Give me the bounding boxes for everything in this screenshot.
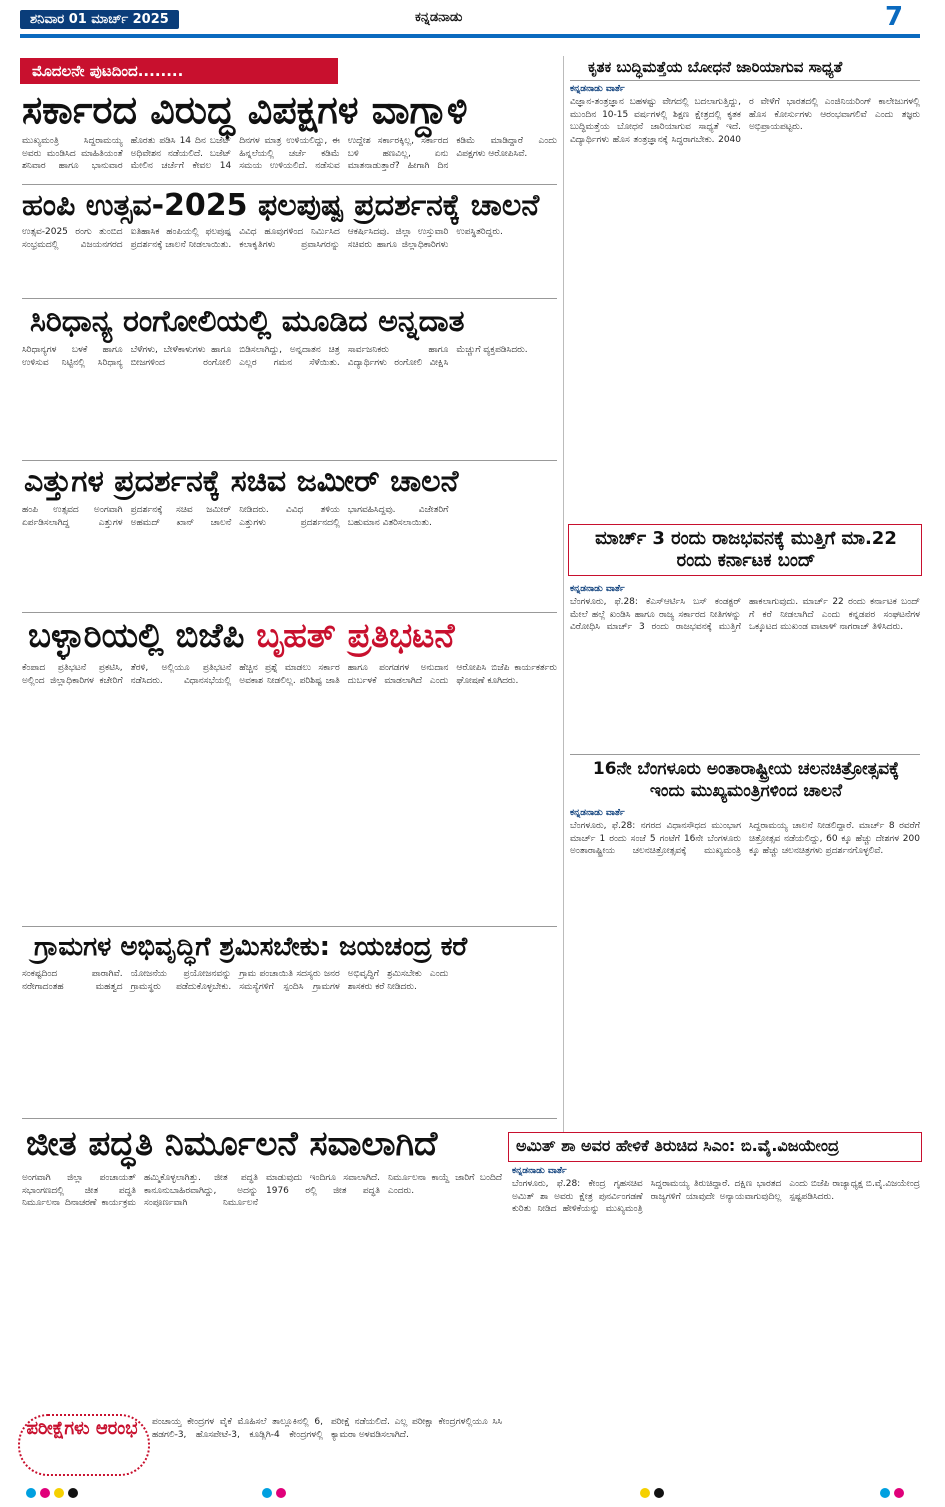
headline-bellary-protest <box>28 616 455 656</box>
exam-badge: ಪರೀಕ್ಷೆಗಳು ಆರಂಭ <box>26 1418 138 1439</box>
registration-mark-black-2 <box>654 1488 664 1498</box>
article-body-bellary-protest: ಕೆಂಪಾದ ಪ್ರತಿಭಟನೆ ಪ್ರಕಟಿಸಿ, ಅಲ್ಲಿಂದ ಜಿಲ್ಲಾಧಿಕಾರಿಗಳ ಕಚೇರಿಗೆ ತೆರಳಿ, ಅಲ್ಲಿಯೂ ಪ್ರತಿಭಟನೆ ನಡೆಸಿದರು. ವಿಧಾನಸಭೆಯಲ್ಲಿ ಹೆಚ್ಚಿನ ಪ್ರಶ್ನೆ ಮಾಡಲು ಸರ್ಕಾರ ಅವಕಾಶ ನೀಡಲಿಲ್ಲ. ಪರಿಶಿಷ್ಟ ಜಾತಿ ಹಾಗೂ ಪಂಗಡಗಳ ಅನುದಾನ ದುರ್ಬಳಕೆ ಮಾಡಲಾಗಿದೆ ಎಂದು ಆರೋಪಿಸಿ ಬಿಜೆಪಿ ಕಾರ್ಯಕರ್ತರು ಘೋಷಣೆ ಕೂಗಿದರು. <box>22 663 557 686</box>
registration-mark-yellow <box>54 1488 64 1498</box>
headline-bellary-protest-black: ಬಳ್ಳಾರಿಯಲ್ಲಿ ಬಿಜೆಪಿ <box>28 616 257 656</box>
masthead <box>0 0 945 36</box>
article-body-village-development: ಸಂಕಷ್ಟದಿಂದ ಪಾರಾಗಿವೆ. ನರೇಗಾದಂತಹ ಮಹತ್ವದ ಯೋಜನೆಯ ಪ್ರಯೋಜನವನ್ನು ಗ್ರಾಮಸ್ಥರು ಪಡೆದುಕೊಳ್ಳಬೇಕು. ಗ್ರಾಮ ಪಂಚಾಯಿತಿ ಸದಸ್ಯರು ಜನರ ಸಮಸ್ಯೆಗಳಿಗೆ ಸ್ಪಂದಿಸಿ ಗ್ರಾಮಗಳ ಅಭಿವೃದ್ಧಿಗೆ ಶ್ರಮಿಸಬೇಕು ಎಂದು ಶಾಸಕರು ಕರೆ ನೀಡಿದರು. <box>22 969 449 992</box>
dateline-amit-shah: ಕನ್ನಡನಾಡು ವಾರ್ತೆ <box>512 1166 567 1176</box>
registration-mark-cyan-3 <box>880 1488 890 1498</box>
article-body-bull-show: ಹಂಪಿ ಉತ್ಸವದ ಅಂಗವಾಗಿ ಏರ್ಪಡಿಸಲಾಗಿದ್ದ ಎತ್ತುಗಳ ಪ್ರದರ್ಶನಕ್ಕೆ ಸಚಿವ ಜಮೀರ್ ಅಹಮದ್ ಖಾನ್ ಚಾಲನೆ ನೀಡಿದರು. ವಿವಿಧ ತಳಿಯ ಎತ್ತುಗಳು ಪ್ರದರ್ಶನದಲ್ಲಿ ಭಾಗವಹಿಸಿದ್ದವು. ವಿಜೇತರಿಗೆ ಬಹುಮಾನ ವಿತರಿಸಲಾಯಿತು. <box>22 505 449 528</box>
dateline-bandh: ಕನ್ನಡನಾಡು ವಾರ್ತೆ <box>570 584 625 594</box>
headline-film-festival: 16ನೇ ಬೆಂಗಳೂರು ಅಂತಾರಾಷ್ಟ್ರೀಯ ಚಲನಚಿತ್ರೋತ್ಸವಕ್ಕೆ ಇಂದು ಮುಖ್ಯಮಂತ್ರಿಗಳಿಂದ ಚಾಲನೆ <box>592 759 900 801</box>
headline-village-development: ಗ್ರಾಮಗಳ ಅಭಿವೃದ್ಧಿಗೆ ಶ್ರಮಿಸಬೇಕು: ಜಯಚಂದ್ರ ಕರೆ <box>34 932 468 962</box>
page-number: 7 <box>885 2 904 32</box>
article-body-bonded-labour: ಅಂಗವಾಗಿ ಜಿಲ್ಲಾ ಪಂಚಾಯತ್ ಸಭಾಂಗಣದಲ್ಲಿ ಜೀತ ಪದ್ಧತಿ ನಿರ್ಮೂಲನಾ ದಿನಾಚರಣೆ ಕಾರ್ಯಕ್ರಮ ಹಮ್ಮಿಕೊಳ್ಳಲಾಗಿತ್ತು. ಜೀತ ಪದ್ಧತಿ ಕಾನೂನುಬಾಹಿರವಾಗಿದ್ದು, ಅದನ್ನು ಸಂಪೂರ್ಣವಾಗಿ ನಿರ್ಮೂಲನೆ ಮಾಡುವುದು ಇಂದಿಗೂ ಸವಾಲಾಗಿದೆ. 1976 ರಲ್ಲಿ ಜೀತ ಪದ್ಧತಿ ನಿರ್ಮೂಲನಾ ಕಾಯ್ದೆ ಜಾರಿಗೆ ಬಂದಿದೆ ಎಂದರು. <box>22 1173 502 1208</box>
headline-bull-show: ಎತ್ತುಗಳ ಪ್ರದರ್ಶನಕ್ಕೆ ಸಚಿವ ಜಮೀರ್ ಚಾಲನೆ <box>24 464 459 499</box>
registration-mark-cyan <box>26 1488 36 1498</box>
issue-date: ಶನಿವಾರ 01 ಮಾರ್ಚ್ 2025 <box>20 10 179 29</box>
registration-mark-cyan-2 <box>262 1488 272 1498</box>
article-body-ai-teaching: ವಿಜ್ಞಾನ-ತಂತ್ರಜ್ಞಾನ ಬಹಳಷ್ಟು ವೇಗದಲ್ಲಿ ಬದಲಾಗುತ್ತಿದ್ದು, ಮುಂದಿನ 10-15 ವರ್ಷಗಳಲ್ಲಿ ಶಿಕ್ಷಣ ಕ್ಷೇತ್ರದಲ್ಲಿ ಕೃತಕ ಬುದ್ಧಿಮತ್ತೆಯ ಬೋಧನೆ ಜಾರಿಯಾಗುವ ಸಾಧ್ಯತೆ ಇದೆ. ವಿದ್ಯಾರ್ಥಿಗಳು ಹೊಸ ತಂತ್ರಜ್ಞಾನಕ್ಕೆ ಸಿದ್ಧರಾಗಬೇಕು. 2040 ರ ವೇಳೆಗೆ ಭಾರತದಲ್ಲಿ ಎಂಜಿನಿಯರಿಂಗ್ ಕಾಲೇಜುಗಳಲ್ಲಿ ಹೊಸ ಕೋರ್ಸುಗಳು ಆರಂಭವಾಗಲಿವೆ ಎಂದು ತಜ್ಞರು ಅಭಿಪ್ರಾಯಪಟ್ಟರು. <box>570 97 920 145</box>
headline-ai-teaching: ಕೃತಕ ಬುದ್ಧಿಮತ್ತೆಯ ಬೋಧನೆ ಜಾರಿಯಾಗುವ ಸಾಧ್ಯತೆ <box>588 58 843 76</box>
headline-hampi-utsav: ಹಂಪಿ ಉತ್ಸವ-2025 ಫಲಪುಷ್ಪ ಪ್ರದರ್ಶನಕ್ಕೆ ಚಾಲನೆ <box>22 188 540 223</box>
section-kicker: ಮೊದಲನೇ ಪುಟದಿಂದ........ <box>20 58 338 84</box>
headline-millet-rangoli: ಸಿರಿಧಾನ್ಯ ರಂಗೋಲಿಯಲ್ಲಿ ಮೂಡಿದ ಅನ್ನದಾತ <box>30 304 465 339</box>
registration-mark-magenta-3 <box>894 1488 904 1498</box>
registration-mark-black <box>68 1488 78 1498</box>
exam-notice-body: ಪಂಚಾಯ್ತ ಕೇಂದ್ರಗಳ ವೈಕೆ ಮೊಹಿಸಲೆ ತಾಲ್ಲೂಕಿನಲ್ಲಿ 6, ಹಡಗಲಿ-3, ಹೊಸಪೇಟೆ-3, ಕೂಡ್ಲಿಗಿ-4 ಕೇಂದ್ರಗಳಲ್ಲಿ ಪರೀಕ್ಷೆ ನಡೆಯಲಿದೆ. ಎಲ್ಲ ಪರೀಕ್ಷಾ ಕೇಂದ್ರಗಳಲ್ಲಿಯೂ ಸಿಸಿ ಕ್ಯಾಮರಾ ಅಳವಡಿಸಲಾಗಿದೆ. <box>152 1417 502 1440</box>
column-divider <box>563 56 564 1132</box>
headline-bonded-labour: ಜೀತ ಪದ್ಧತಿ ನಿರ್ಮೂಲನೆ ಸವಾಲಾಗಿದೆ <box>26 1124 438 1164</box>
article-body-bandh: ಬೆಂಗಳೂರು, ಫೆ.28: ಕೆಎಸ್ಆರ್ಟಿಸಿ ಬಸ್ ಕಂಡಕ್ಟರ್ ಮೇಲೆ ಹಲ್ಲೆ ಖಂಡಿಸಿ ಹಾಗೂ ರಾಜ್ಯ ಸರ್ಕಾರದ ನೀತಿಗಳನ್ನು ವಿರೋಧಿಸಿ ಮಾರ್ಚ್ 3 ರಂದು ರಾಜಭವನಕ್ಕೆ ಮುತ್ತಿಗೆ ಹಾಕಲಾಗುವುದು. ಮಾರ್ಚ್ 22 ರಂದು ಕರ್ನಾಟಕ ಬಂದ್ ಗೆ ಕರೆ ನೀಡಲಾಗಿದೆ ಎಂದು ಕನ್ನಡಪರ ಸಂಘಟನೆಗಳ ಒಕ್ಕೂಟದ ಮುಖಂಡ ವಾಟಾಳ್ ನಾಗರಾಜ್ ತಿಳಿಸಿದರು. <box>570 597 920 632</box>
dateline-film-festival: ಕನ್ನಡನಾಡು ವಾರ್ತೆ <box>570 808 625 818</box>
registration-mark-magenta-2 <box>276 1488 286 1498</box>
dateline-ai-teaching: ಕನ್ನಡನಾಡು ವಾರ್ತೆ <box>570 84 625 94</box>
article-body-hampi-utsav: ಉತ್ಸವ-2025 ರಂಗು ತುಂಬಿದ ಸಂಭ್ರಮದಲ್ಲಿ ವಿಜಯನಗರದ ಐತಿಹಾಸಿಕ ಹಂಪಿಯಲ್ಲಿ ಫಲಪುಷ್ಪ ಪ್ರದರ್ಶನಕ್ಕೆ ಚಾಲನೆ ನೀಡಲಾಯಿತು. ವಿವಿಧ ಹೂವುಗಳಿಂದ ನಿರ್ಮಿಸಿದ ಕಲಾಕೃತಿಗಳು ಪ್ರವಾಸಿಗರನ್ನು ಆಕರ್ಷಿಸಿದವು. ಜಿಲ್ಲಾ ಉಸ್ತುವಾರಿ ಸಚಿವರು ಹಾಗೂ ಜಿಲ್ಲಾಧಿಕಾರಿಗಳು ಉಪಸ್ಥಿತರಿದ್ದರು. <box>22 227 503 250</box>
registration-mark-yellow-2 <box>640 1488 650 1498</box>
registration-mark-magenta <box>40 1488 50 1498</box>
header-rule <box>20 34 920 38</box>
headline-amit-shah: ಅಮಿತ್ ಶಾ ಅವರ ಹೇಳಿಕೆ ತಿರುಚಿದ ಸಿಎಂ: ಬಿ.ವೈ.ವಿಜಯೇಂದ್ರ <box>516 1136 839 1155</box>
article-body-opposition: ಮುಖ್ಯಮಂತ್ರಿ ಸಿದ್ದರಾಮಯ್ಯ ಅವರು ಮಂಡಿಸಿದ ಮಾಹಿತಿಯಂತೆ ಶನಿವಾರ ಹಾಗೂ ಭಾನುವಾರ ಹೊರತು ಪಡಿಸಿ 14 ದಿನ ಬಜೆಟ್ ಅಧಿವೇಶನ ನಡೆಯಲಿದೆ. ಬಜೆಟ್ ಮೇಲಿನ ಚರ್ಚೆಗೆ ಕೇವಲ 14 ದಿನಗಳ ಮಾತ್ರ ಉಳಿಯಲಿದ್ದು, ಈ ಹಿನ್ನಲೆಯಲ್ಲಿ ಚರ್ಚೆ ಕಡಿಮೆ ಸಮಯ ಉಳಿಯಲಿದೆ. ನಡೆಸುವ ಉದ್ದೇಶ ಸರ್ಕಾರಕ್ಕಿಲ್ಲ, ಸರ್ಕಾರದ ಬಳಿ ಹಣವಿಲ್ಲ, ಏನು ಮಾತನಾಡುತ್ತಾರೆ? ಹೀಗಾಗಿ ದಿನ ಕಡಿಮೆ ಮಾಡಿದ್ದಾರೆ ಎಂದು ವಿಪಕ್ಷಗಳು ಆರೋಪಿಸಿವೆ. <box>22 136 557 171</box>
article-body-amit-shah: ಬೆಂಗಳೂರು, ಫೆ.28: ಕೇಂದ್ರ ಗೃಹಸಚಿವ ಅಮಿತ್ ಶಾ ಅವರು ಕ್ಷೇತ್ರ ಪುನರ್ವಿಂಗಡಣೆ ಕುರಿತು ನೀಡಿದ ಹೇಳಿಕೆಯನ್ನು ಮುಖ್ಯಮಂತ್ರಿ ಸಿದ್ದರಾಮಯ್ಯ ತಿರುಚಿದ್ದಾರೆ. ದಕ್ಷಿಣ ಭಾರತದ ರಾಜ್ಯಗಳಿಗೆ ಯಾವುದೇ ಅನ್ಯಾಯವಾಗುವುದಿಲ್ಲ ಎಂದು ಬಿಜೆಪಿ ರಾಜ್ಯಾಧ್ಯಕ್ಷ ಬಿ.ವೈ.ವಿಜಯೇಂದ್ರ ಸ್ಪಷ್ಟಪಡಿಸಿದರು. <box>512 1179 920 1214</box>
headline-bandh: ಮಾರ್ಚ್ 3 ರಂದು ರಾಜಭವನಕ್ಕೆ ಮುತ್ತಿಗೆ ಮಾ.22 ರಂದು ಕರ್ನಾಟಕ ಬಂದ್ <box>595 528 897 571</box>
article-body-millet-rangoli: ಸಿರಿಧಾನ್ಯಗಳ ಬಳಕೆ ಹಾಗೂ ಉಳಿಸುವ ನಿಟ್ಟಿನಲ್ಲಿ ಸಿರಿಧಾನ್ಯ ಬೆಳೆಗಳು, ಬೇಳೆಕಾಳುಗಳು ಹಾಗೂ ಬೀಜಗಳಿಂದ ರಂಗೋಲಿ ಬಿಡಿಸಲಾಗಿದ್ದು, ಅನ್ನದಾತನ ಚಿತ್ರ ಎಲ್ಲರ ಗಮನ ಸೆಳೆಯಿತು. ಸಾರ್ವಜನಿಕರು ಹಾಗೂ ವಿದ್ಯಾರ್ಥಿಗಳು ರಂಗೋಲಿ ವೀಕ್ಷಿಸಿ ಮೆಚ್ಚುಗೆ ವ್ಯಕ್ತಪಡಿಸಿದರು. <box>22 345 528 368</box>
headline-bellary-protest-red: ಬೃಹತ್ ಪ್ರತಿಭಟನೆ <box>256 616 455 656</box>
article-body-film-festival: ಬೆಂಗಳೂರು, ಫೆ.28: ನಗರದ ವಿಧಾನಸೌಧದ ಮುಂಭಾಗ ಮಾರ್ಚ್ 1 ರಂದು ಸಂಜೆ 5 ಗಂಟೆಗೆ 16ನೇ ಬೆಂಗಳೂರು ಅಂತಾರಾಷ್ಟ್ರೀಯ ಚಲನಚಿತ್ರೋತ್ಸವಕ್ಕೆ ಮುಖ್ಯಮಂತ್ರಿ ಸಿದ್ದರಾಮಯ್ಯ ಚಾಲನೆ ನೀಡಲಿದ್ದಾರೆ. ಮಾರ್ಚ್ 8 ರವರೆಗೆ ಚಿತ್ರೋತ್ಸವ ನಡೆಯಲಿದ್ದು, 60 ಕ್ಕೂ ಹೆಚ್ಚು ದೇಶಗಳ 200 ಕ್ಕೂ ಹೆಚ್ಚು ಚಲನಚಿತ್ರಗಳು ಪ್ರದರ್ಶನಗೊಳ್ಳಲಿವೆ. <box>570 821 920 856</box>
headline-opposition: ಸರ್ಕಾರದ ವಿರುದ್ಧ ವಿಪಕ್ಷಗಳ ವಾಗ್ದಾಳಿ <box>22 88 468 132</box>
newspaper-name: ಕನ್ನಡನಾಡು <box>415 10 463 25</box>
